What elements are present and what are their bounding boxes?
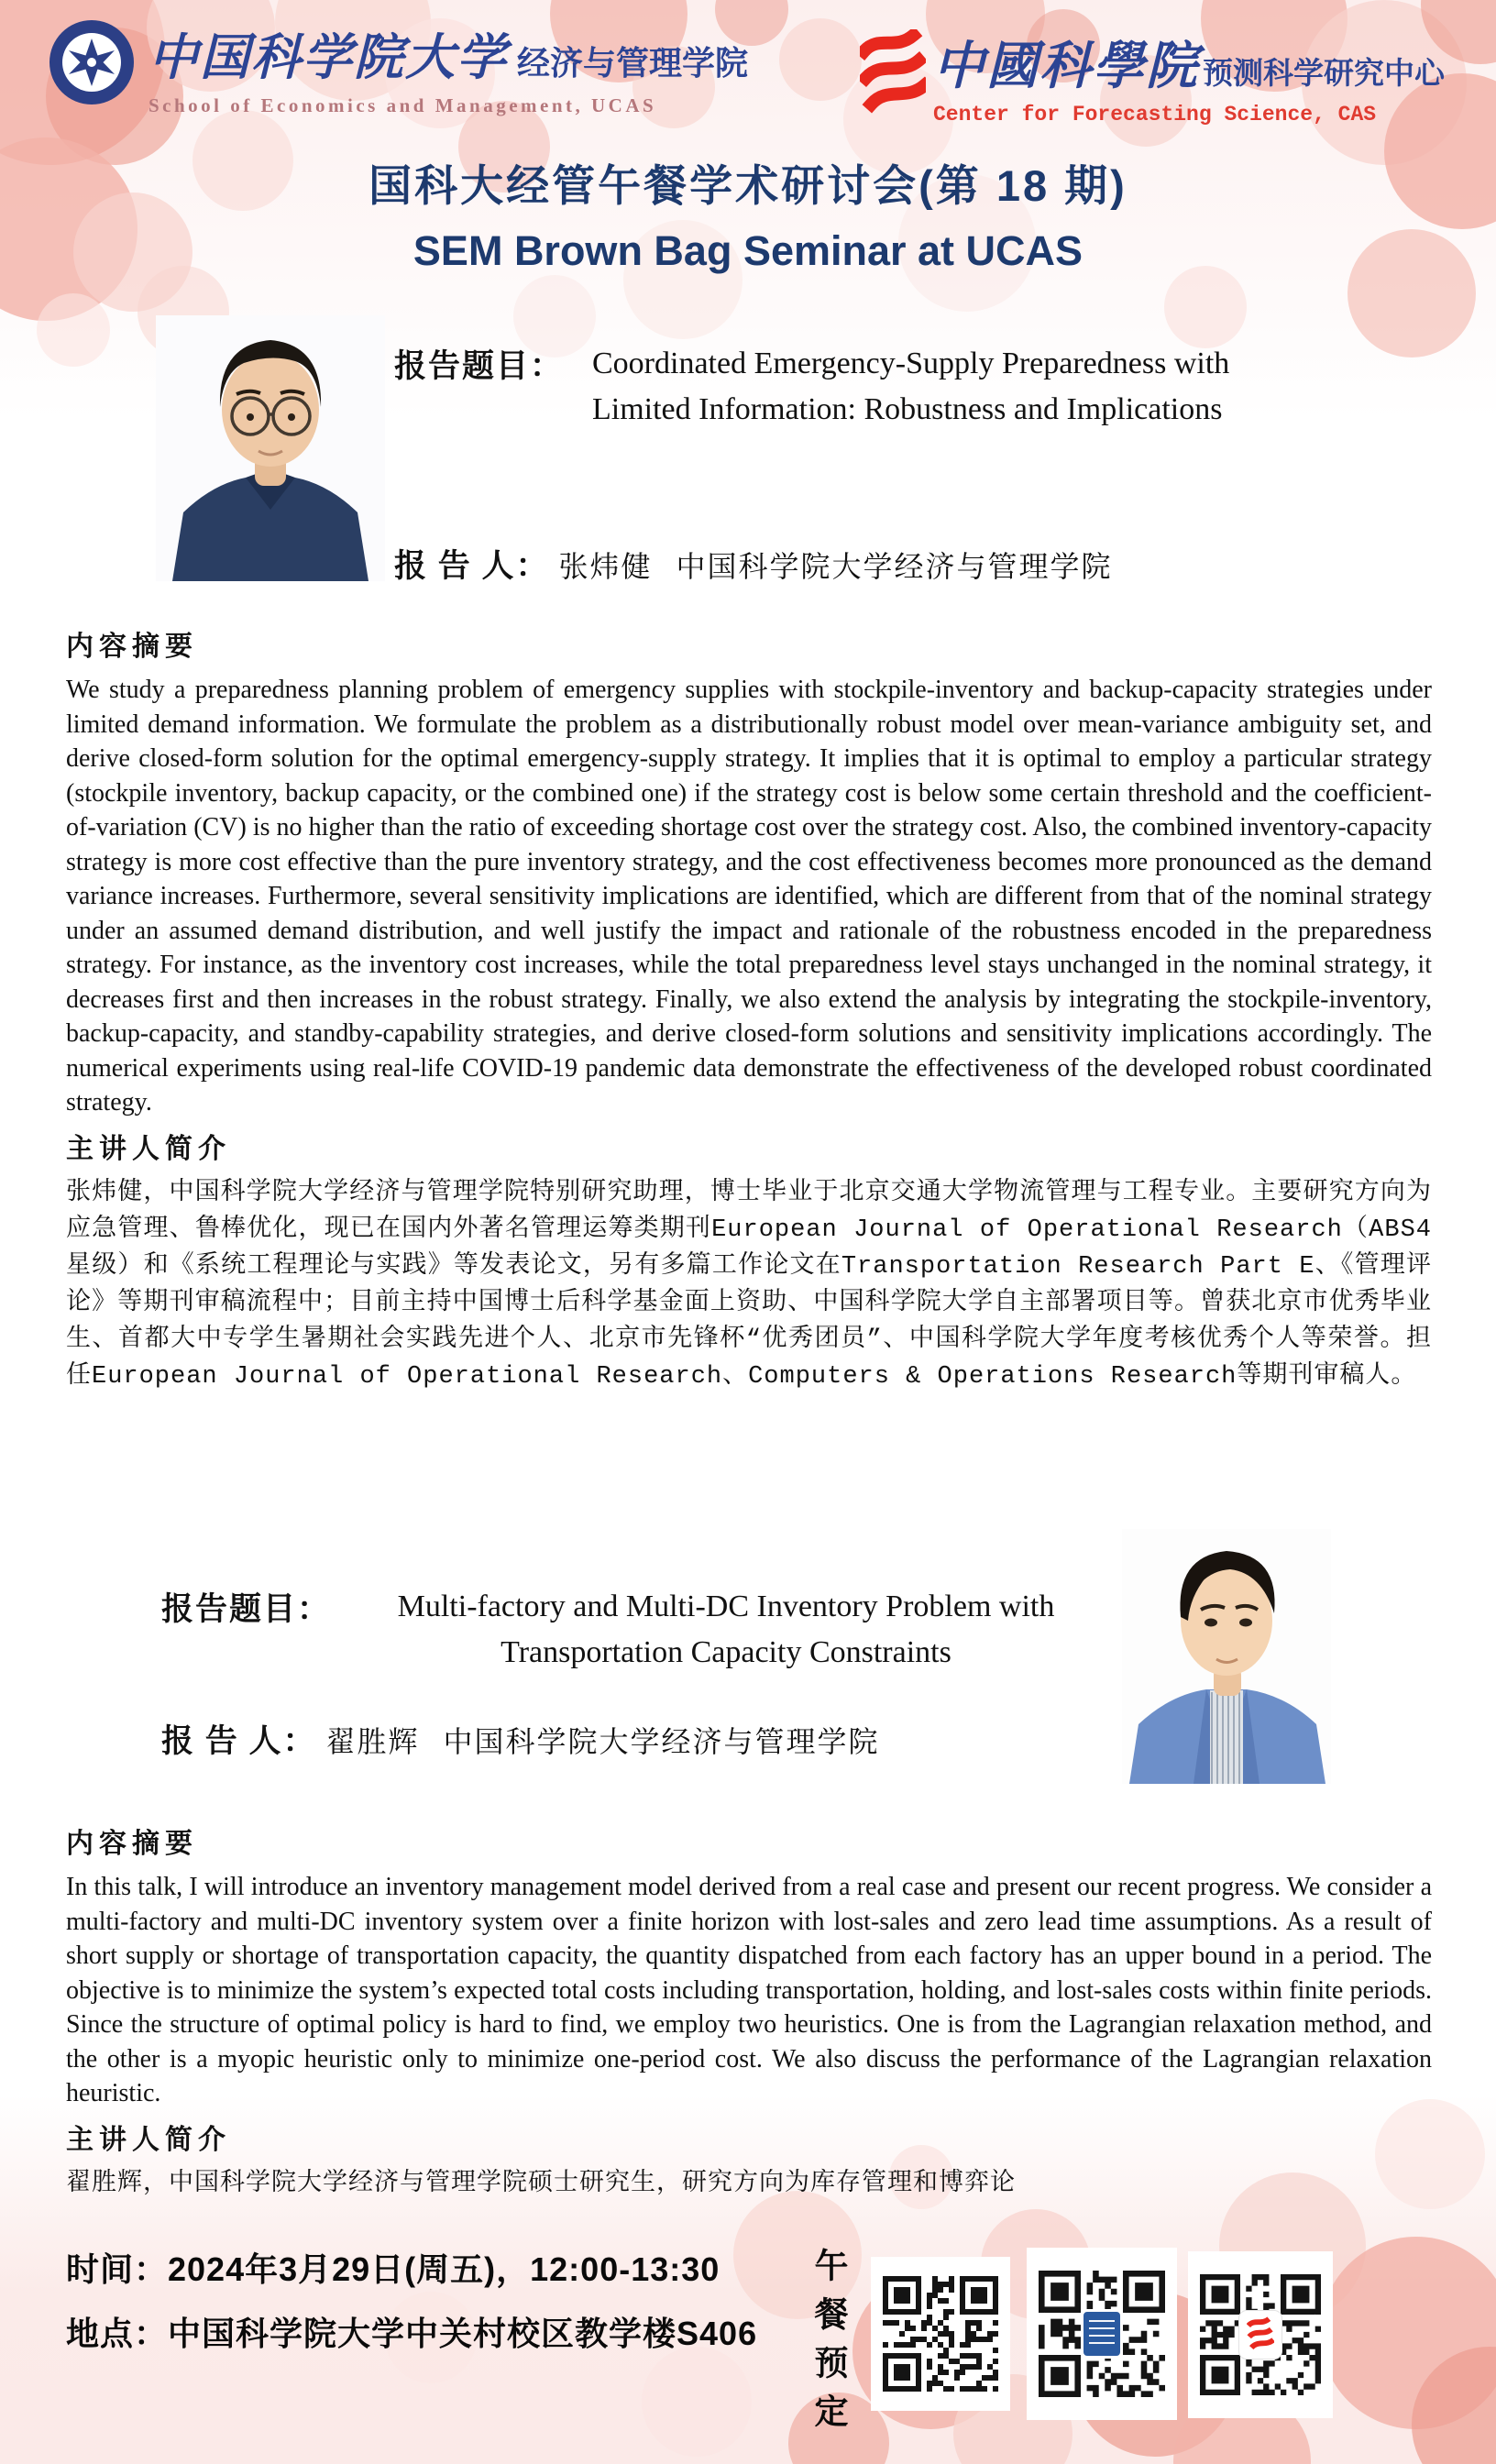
time-value: 2024年3月29日(周五)，12:00-13:30 <box>168 2250 720 2288</box>
cefs-wechat-qr <box>1188 2251 1333 2418</box>
ucas-name-cn: 中国科学院大学 <box>148 30 508 85</box>
ucas-sem-logo <box>48 18 748 117</box>
lunch-reservation-label: 午餐预定 <box>809 2248 847 2442</box>
talk2-section <box>66 1820 1432 2203</box>
footer-time <box>66 2244 720 2291</box>
talk1-section <box>66 623 1432 1395</box>
cefs-logo <box>860 26 1445 126</box>
talk1-bio-text: 张炜健，中国科学院大学经济与管理学院特别研究助理，博士毕业于北京交通大学物流管理与工程专业。主要研究方向为应急管理、鲁棒优化，现已在国内外著名管理运筹类期刊European Journal of Operational Research（ABS4星级）和《系统工程理论与实践》等发表论文，另有多篇工作论文在Transportation Research Part E、《管理评论》等期刊审稿流程中；目前主持中国博士后科学基金面上资助、中国科学院大学自主部署项目等。曾获北京市优秀毕业生、首都大中专学生暑期社会实践先进个人、北京市先锋杯“优秀团员”、中国科学院大学年度考核优秀个人等荣誉。担任European Journal of Operational Research、Computers & Operations Research等期刊审稿人。 <box>66 1179 1432 1391</box>
talk2-bio-heading: 主讲人简介 <box>66 2124 231 2155</box>
seminar-title-cn: 国科大经管午餐学术研讨会(第 18 期) <box>368 161 1128 210</box>
talk1-title-row <box>394 341 1338 433</box>
cefs-qr-center-logo <box>1238 2310 1282 2360</box>
sem-name-en: School of Economics and Management, UCAS <box>148 94 657 116</box>
talk1-abstract-text: We study a preparedness planning problem of emergency supplies with stockpile-inventory and backup-capacity strategies under limited demand information. We formulate the problem as a distributionally robust model over mean-variance ambiguity set, and derive closed-form solution for the optimal emergency-supply strategy. It implies that it is optimal to employ a particular strategy (stockpile inventory, backup capacity, or the combined one) if the strategy cost is below some certain threshold and the coefficient-of-variation (CV) is no higher than the ratio of exceeding shortage cost over the strategy cost. Also, the combined inventory-capacity strategy is more cost effective than the pure inventory strategy, and the cost effectiveness becomes more pronounced as the demand variance increases. Furthermore, several sensitivity implications are identified, which are different from that of the nominal strategy under an assumed demand distribution, and well justify the impact and rationale of the robustness encoded in the preparedness strategy. For instance, as the inventory cost increases, while the total preparedness level stays unchanged in the nominal strategy, it decreases first and then increases in the robust strategy. Finally, we also extend the analysis by integrating the stockpile-inventory, backup-capacity, and standby-capability strategies, and derive closed-form solutions and sensitivity implications accordingly. The numerical experiments using real-life COVID-19 pandemic data demonstrate the effectiveness of the developed robust coordinated strategy. <box>66 676 1432 1116</box>
talk2-bio-text: 翟胜辉，中国科学院大学经济与管理学院硕士研究生，研究方向为库存管理和博弈论 <box>66 2170 1016 2198</box>
talk1-speaker-row <box>394 541 1113 587</box>
cefs-logo-text <box>933 26 1445 126</box>
ucas-sem-logo-text <box>148 18 748 117</box>
time-label: 时间： <box>66 2250 169 2288</box>
talk2-speaker-name: 翟胜辉 <box>325 1725 420 1758</box>
seminar-title-en: SEM Brown Bag Seminar at UCAS <box>412 227 1084 274</box>
talk2-title-label: 报告题目： <box>161 1591 332 1627</box>
talk2-speaker-label: 报 告 人： <box>161 1723 317 1759</box>
talk1-speaker-label: 报 告 人： <box>394 548 550 584</box>
talk1-abstract-heading: 内容摘要 <box>66 632 198 662</box>
lunch-reservation-qr <box>871 2257 1010 2411</box>
talk2-title: Multi-factory and Multi-DC Inventory Problem with Transportation Capacity Constraints <box>397 1590 1055 1669</box>
cefs-name-en: Center for Forecasting Science, CAS <box>933 103 1377 126</box>
sem-qr-center-logo <box>1081 2309 1123 2359</box>
talk1-speaker-name: 张炜健 <box>558 550 653 583</box>
footer-location <box>66 2308 757 2355</box>
talk1-speaker-affiliation: 中国科学院大学经济与管理学院 <box>676 550 1113 583</box>
talk1-bio-heading: 主讲人简介 <box>66 1133 231 1164</box>
cefs-dept-cn: 预测科学研究中心 <box>1203 58 1445 91</box>
sem-wechat-qr <box>1027 2248 1177 2420</box>
location-label: 地点： <box>66 2315 169 2352</box>
speaker2-photo <box>1122 1529 1331 1784</box>
cas-glyph-mini-icon <box>1247 2316 1274 2353</box>
cas-glyph-icon <box>860 29 926 117</box>
cas-name-cn: 中國科學院 <box>933 38 1199 95</box>
talk2-speaker-row <box>161 1716 880 1762</box>
talk1-title-label: 报告题目： <box>394 348 565 384</box>
speaker1-photo <box>156 315 385 581</box>
ucas-emblem-icon <box>48 18 136 106</box>
talk1-title: Coordinated Emergency-Supply Preparedness with Limited Information: Robustness and Implications <box>592 346 1230 426</box>
sem-dept-cn: 经济与管理学院 <box>517 45 749 82</box>
talk2-abstract-heading: 内容摘要 <box>66 1829 198 1859</box>
talk2-abstract-text: In this talk, I will introduce an inventory management model derived from a real case and present our recent progress. We consider a multi-factory and multi-DC inventory system over a finite horizon with lost-sales and zero lead time assumptions. As a result of short supply or shortage of transportation capacity, the quantity dispatched from each factory has an upper bound in a period. The objective is to minimize the system’s expected total costs including transportation, holding, and lost-sales costs within finite periods. Since the structure of optimal policy is hard to find, we employ two heuristics. One is from the Lagrangian relaxation method, and the other is a myopic heuristic only to minimize one-period cost. We also discuss the performance of the Lagrangian relaxation heuristic. <box>66 1873 1432 2107</box>
location-value: 中国科学院大学中关村校区教学楼S406 <box>168 2315 758 2352</box>
talk2-speaker-affiliation: 中国科学院大学经济与管理学院 <box>443 1725 880 1758</box>
talk2-title-row <box>161 1584 1115 1676</box>
